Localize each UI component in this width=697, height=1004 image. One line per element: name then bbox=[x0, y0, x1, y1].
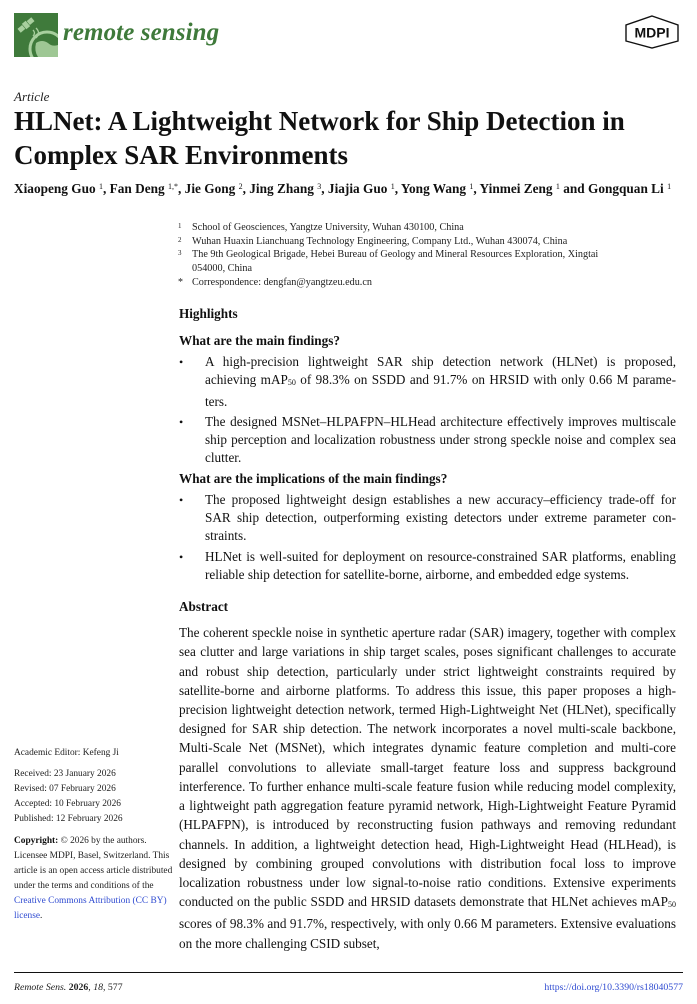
author-affiliation-mark: 1 bbox=[555, 182, 560, 191]
highlights-question: What are the implications of the main findings? bbox=[179, 470, 448, 486]
affiliation-item bbox=[178, 221, 618, 235]
affiliations bbox=[178, 221, 618, 290]
article-type: Article bbox=[14, 89, 50, 104]
bullet-icon: • bbox=[179, 414, 184, 429]
correspondence bbox=[178, 276, 618, 290]
highlights-question: What are the main findings? bbox=[179, 333, 340, 348]
bullet-icon: • bbox=[179, 549, 184, 564]
affiliation-text: School of Geosciences, Yangtze University, Wuhan 430100, China bbox=[192, 222, 464, 233]
cc-by-license-link[interactable]: Creative Commons Attribution (CC BY) license bbox=[14, 896, 167, 921]
mdpi-logo-text: MDPI bbox=[634, 24, 670, 41]
abstract-text: The coherent speckle noise in synthetic aperture radar (SAR) imagery, together with complex sea clutter and large variations in ship target scales, poses significant challenges to accurate and robust ship detection, particularly under strict lightweight constraints required by satellite-borne and airborne platforms. To address this issue, this paper proposes a high-precision lightweight detection network, termed High-Lightweight Net (HLNet), specifically designed for SAR ship detection. The network incorporates a novel multi-scale backbone, Multi-Scale Net (MSNet), which integrates dynamic feature completion and multi-core parallel convolutions to alleviate small-target feature loss and suppress background interference. To further enhance multi-scale feature fusion while reducing model complexity, a lightweight path aggregation feature pyramid network, High-Lightweight Feature Pyramid (HLPAFPN), is introduced by reconstructing fusion pathways and removing redundant channels. In addition, a lightweight detection head, High-Lightweight Head (HLHead), is designed by combining grouped convolutions with distribution focal loss to improve localization robustness under low signal-to-noise ratio conditions. Extensive experiments conducted on the public SSDD and HRSID datasets demonstrate that HLNet achieves mAP$_{50}$ scores of 98.3% and 91.7%, respectively, with only 0.66 M parameters. Extensive evaluations on the more challenging CSID subset, bbox=[179, 625, 676, 951]
author-separator: , bbox=[178, 181, 185, 196]
abstract-heading: Abstract bbox=[179, 599, 229, 615]
affiliation-text: Correspondence: dengfan@yangtzeu.edu.cn bbox=[192, 276, 372, 288]
citation-info: Remote Sens. 2026, 18, 577 bbox=[14, 982, 123, 993]
author-separator: and bbox=[559, 181, 588, 196]
highlight-bullet: • A high-precision lightweight SAR ship detection network (HLNet) is proposed, achieving mAP$_{50}$ of 98.3% on SSDD and 91.7% on HRSID with only 0.66 M parameters. bbox=[179, 354, 676, 409]
author-name[interactable]: Fan Deng bbox=[109, 181, 165, 196]
article-title: HLNet: A Lightweight Network for Ship Detection in Complex SAR Environments bbox=[14, 106, 625, 170]
copyright-notice: Copyright: © 2026 by the authors. Licensee MDPI, Basel, Switzerland. This article is an open access article distributed under the terms and conditions of the Creative Commons Attribution (CC BY) license. bbox=[14, 836, 173, 921]
date-received: Received: 23 January 2026 bbox=[14, 769, 116, 779]
article-info-sidebar bbox=[14, 746, 174, 924]
affiliation-text: The 9th Geological Brigade, Hebei Bureau of Geology and Mineral Resources Exploration, Xingtai 054000, China bbox=[192, 249, 599, 275]
mdpi-logo[interactable] bbox=[622, 14, 682, 50]
author-separator: , bbox=[242, 181, 250, 196]
affiliation-mark: 1 bbox=[178, 222, 182, 230]
affiliation-item bbox=[178, 248, 618, 275]
affiliation-mark: 3 bbox=[178, 249, 182, 258]
author-list bbox=[14, 181, 694, 197]
highlights-heading: Highlights bbox=[179, 306, 238, 321]
satellite-globe-icon bbox=[14, 13, 58, 57]
author-affiliation-mark: 1,* bbox=[168, 182, 179, 191]
date-revised: Revised: 07 February 2026 bbox=[14, 784, 116, 794]
author-name[interactable]: Yinmei Zeng bbox=[479, 181, 553, 196]
highlights-section bbox=[179, 333, 676, 584]
affiliation-mark: * bbox=[178, 276, 183, 288]
author-name[interactable]: Xiaopeng Guo bbox=[14, 181, 96, 196]
author-affiliation-mark: 3 bbox=[317, 182, 322, 191]
highlights-list bbox=[179, 353, 676, 468]
author-separator: , bbox=[321, 181, 328, 196]
main-column bbox=[179, 306, 676, 953]
author-name[interactable]: Yong Wang bbox=[400, 181, 467, 196]
doi-link[interactable]: https://doi.org/10.3390/rs18040577 bbox=[544, 982, 683, 993]
author-affiliation-mark: 1 bbox=[667, 182, 672, 191]
author-separator: , bbox=[394, 181, 401, 196]
author-separator: , bbox=[102, 181, 110, 196]
academic-editor: Academic Editor: Kefeng Ji bbox=[14, 748, 119, 758]
highlight-bullet: • The proposed lightweight design establishes a new accuracy–efficiency trade-off for SAR ship detection, outperforming existing detectors under extreme parameter constraints. bbox=[179, 491, 676, 544]
footer-divider bbox=[14, 972, 683, 973]
author-affiliation-mark: 1 bbox=[469, 182, 474, 191]
date-accepted: Accepted: 10 February 2026 bbox=[14, 799, 121, 809]
highlight-bullet: • The designed MSNet–HLPAFPN–HLHead architecture effectively improves multiscale ship perception and localization robustness under strong speckle noise and complex sea clutter. bbox=[179, 413, 676, 466]
highlight-bullet: • HLNet is well-suited for deployment on resource-constrained SAR platforms, enabling reliable ship detection for satellite-borne, airborne, and embedded edge systems. bbox=[179, 548, 676, 582]
author-name[interactable]: Jing Zhang bbox=[249, 181, 314, 196]
bullet-icon: • bbox=[179, 492, 184, 507]
bullet-icon: • bbox=[179, 355, 184, 369]
author-separator: , bbox=[473, 181, 480, 196]
journal-name[interactable]: remote sensing bbox=[63, 19, 220, 46]
author-name[interactable]: Jie Gong bbox=[184, 181, 236, 196]
author-name[interactable]: Jiajia Guo bbox=[327, 181, 388, 196]
affiliation-item bbox=[178, 235, 618, 249]
date-published: Published: 12 February 2026 bbox=[14, 814, 123, 824]
highlights-list bbox=[179, 491, 676, 584]
author-affiliation-mark: 2 bbox=[238, 182, 243, 191]
author-affiliation-mark: 1 bbox=[390, 182, 395, 191]
author-name[interactable]: Gongquan Li bbox=[587, 181, 664, 196]
page-header bbox=[0, 0, 697, 70]
affiliation-text: Wuhan Huaxin Lianchuang Technology Engineering, Company Ltd., Wuhan 430074, China bbox=[192, 235, 568, 247]
author-affiliation-mark: 1 bbox=[98, 182, 103, 191]
affiliation-mark: 2 bbox=[178, 235, 182, 244]
